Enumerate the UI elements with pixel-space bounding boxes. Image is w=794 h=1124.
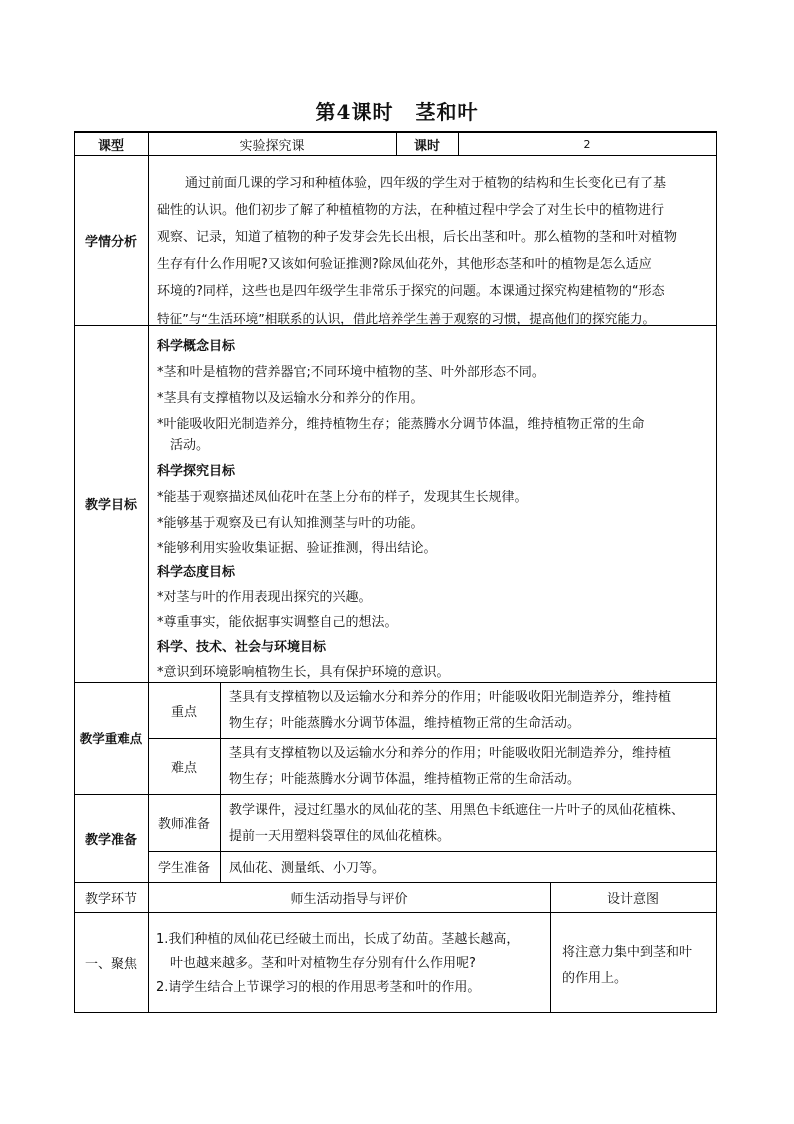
lesson-type-value: 实验探究课: [239, 138, 305, 154]
key-point-label: 重点: [170, 704, 197, 720]
objectives-label: 教学目标: [84, 498, 137, 513]
page-title: [0, 96, 794, 125]
concept-item: *茎和叶是植物的营养器官;不同环境中植物的茎、叶外部形态不同。: [157, 365, 545, 380]
concept-item: 活动。: [170, 438, 210, 453]
activity-header: 师生活动指导与评价: [290, 891, 408, 907]
focus-intent: 将注意力集中到茎和叶 的作用上。: [562, 945, 693, 986]
stage-header: 教学环节: [84, 891, 137, 907]
concept-item: *叶能吸收阳光制造养分，维持植物生存；能蒸腾水分调节体温，维持植物正常的生命: [157, 417, 645, 432]
student-prep-label: 学生准备: [157, 861, 210, 876]
lesson-period-value: 2: [583, 137, 591, 151]
analysis-line: 础性的认识。他们初步了解了种植植物的方法，在种植过程中学会了对生长中的植物进行: [157, 203, 665, 218]
stage-focus: 一、聚焦: [84, 956, 137, 972]
inquiry-heading: 科学探究目标: [157, 464, 236, 479]
lesson-type-label: 课型: [97, 138, 124, 154]
analysis-label: 学情分析: [84, 234, 137, 250]
difficult-point-text: 茎具有支撑植物以及运输水分和养分的作用；叶能吸收阳光制造养分，维持植 物生存；叶能蒸腾水分调节体温，维持植物正常的生命活动。: [229, 746, 672, 787]
teacher-prep-label: 教师准备: [157, 817, 210, 832]
lesson-name: 茎和叶: [415, 100, 479, 124]
activity-line: 1.我们种植的凤仙花已经破土而出，长成了幼苗。茎越长越高，: [156, 932, 520, 947]
inquiry-item: *能基于观察描述凤仙花叶在茎上分布的样子，发现其生长规律。: [157, 490, 528, 505]
analysis-line: 特征”与“生活环境”相联系的认识，借此培养学生善于观察的习惯，提高他们的探究能力。: [157, 311, 656, 326]
sts-heading: 科学、技术、社会与环境目标: [157, 640, 327, 655]
concept-heading: 科学概念目标: [157, 339, 236, 354]
focus-activity: [156, 928, 546, 1000]
attitude-item: *对茎与叶的作用表现出探究的兴趣。: [157, 590, 372, 605]
concept-item: *茎具有支撑植物以及运输水分和养分的作用。: [157, 391, 424, 406]
activity-line: 2.请学生结合上节课学习的根的作用思考茎和叶的作用。: [156, 980, 481, 995]
analysis-line: 环境的?同样，这些也是四年级学生非常乐于探究的问题。本课通过探究构建植物的“形态: [157, 284, 665, 299]
analysis-line: 观察、记录，知道了植物的种子发芽会先长出根，后长出茎和叶。那么植物的茎和叶对植物: [157, 230, 678, 245]
sts-item: *意识到环境影响植物生长，具有保护环境的意识。: [157, 665, 450, 680]
difficult-point-label: 难点: [170, 760, 197, 776]
analysis-line: 生存有什么作用呢?又该如何验证推测?除凤仙花外，其他形态茎和叶的植物是怎么适应: [157, 257, 652, 272]
activity-line: 叶也越来越多。茎和叶对植物生存分别有什么作用呢?: [170, 956, 476, 971]
key-points-label: 教学重难点: [79, 731, 143, 746]
lesson-number: 第4课时: [315, 100, 394, 124]
key-point-text: 茎具有支撑植物以及运输水分和养分的作用；叶能吸收阳光制造养分，维持植 物生存；叶能蒸腾水分调节体温，维持植物正常的生命活动。: [229, 690, 672, 731]
student-prep-text: 凤仙花、测量纸、小刀等。: [229, 861, 386, 876]
teacher-prep-text: 教学课件，浸过红墨水的凤仙花的茎、用黑色卡纸遮住一片叶子的凤仙花植株、 提前一天用塑料袋罩住的凤仙花植株。: [229, 803, 685, 844]
inquiry-item: *能够利用实验收集证据、验证推测，得出结论。: [157, 541, 437, 556]
analysis-line: 通过前面几课的学习和种植体验，四年级的学生对于植物的结构和生长变化已有了基: [185, 176, 667, 191]
preparation-label: 教学准备: [84, 832, 137, 848]
attitude-item: *尊重事实，能依据事实调整自己的想法。: [157, 615, 398, 630]
lesson-period-label: 课时: [413, 138, 440, 154]
attitude-heading: 科学态度目标: [157, 565, 236, 580]
intent-header: 设计意图: [606, 891, 659, 907]
inquiry-item: *能够基于观察及已有认知推测茎与叶的功能。: [157, 516, 424, 531]
